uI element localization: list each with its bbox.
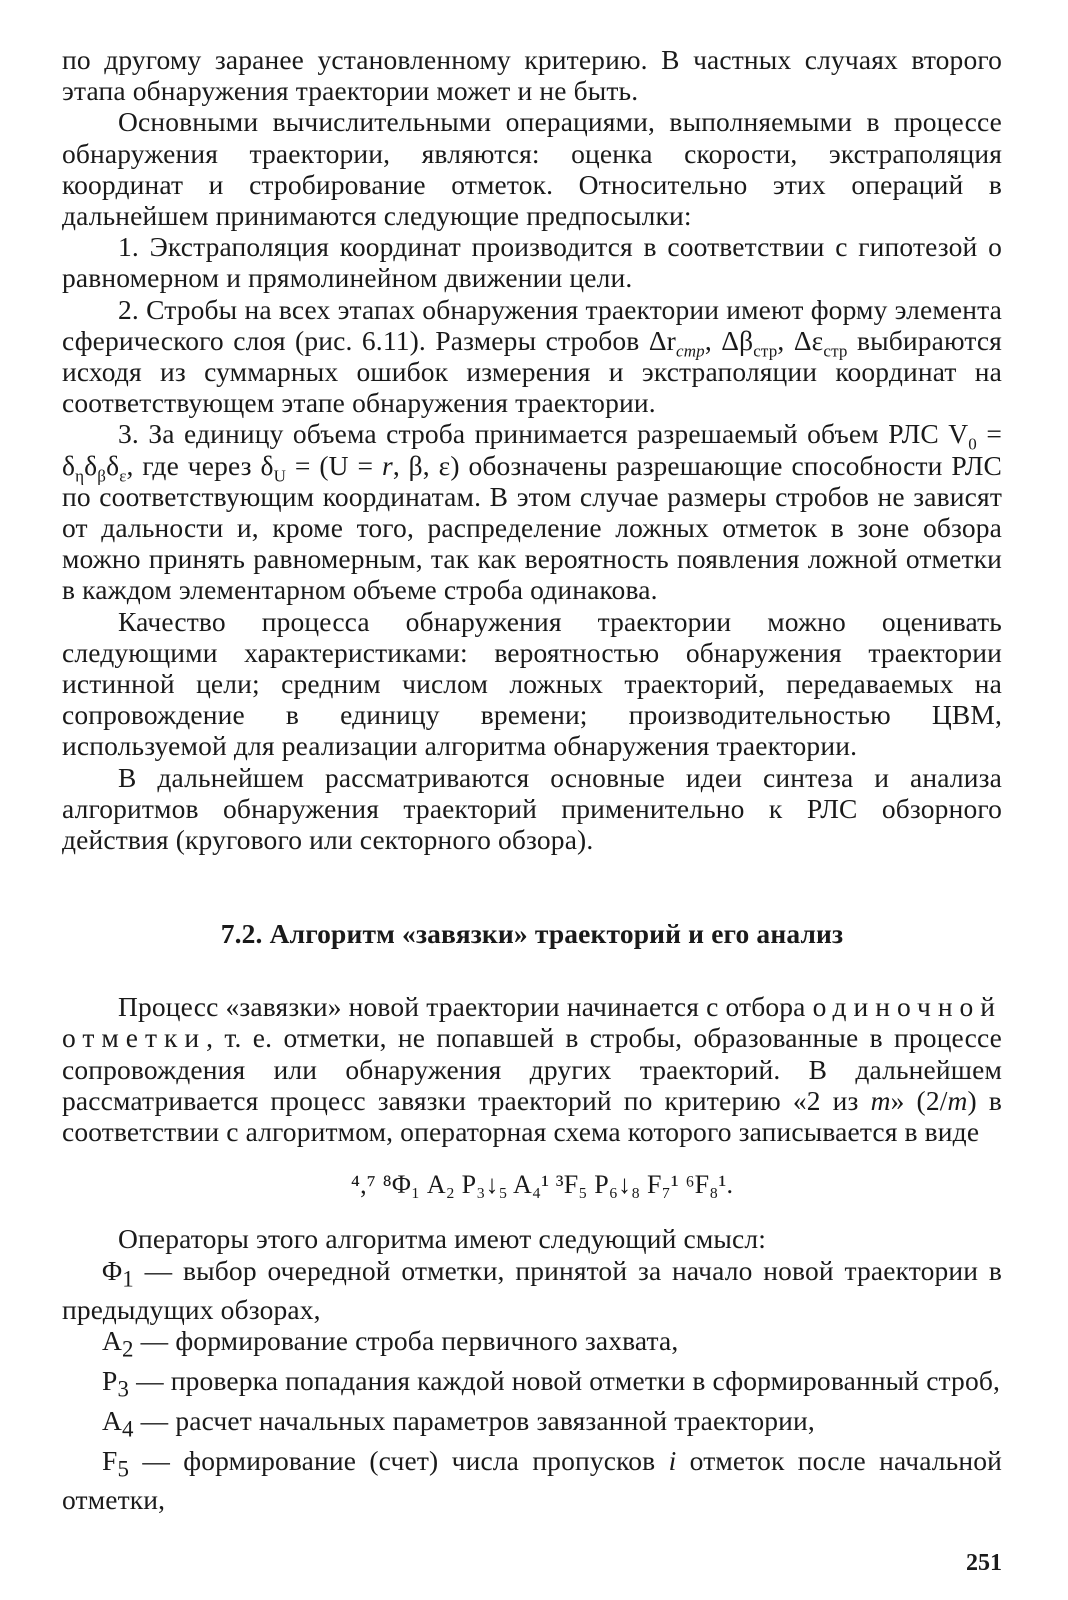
operators-intro: Операторы этого алгоритма имеют следующий смысл: [118,1223,767,1255]
paragraph-item-2 [62,294,1002,419]
v-sub: 0 [968,434,977,454]
op-symbol: P [102,1365,118,1397]
op-text: — выбор очередной отметки, принятой за начало новой траектории в предыдущих обзорах, [62,1254,1002,1326]
paragraph-section-intro [62,991,1002,1147]
op-sub: 4 [122,1416,134,1442]
m-var-1: m [870,1084,891,1116]
op-text: — проверка попадания каждой новой отметки в сформированный строб, [129,1365,1001,1397]
eq-delta: = δ [62,418,1002,481]
intro-sparse: одиночной отметки [62,991,1002,1054]
page-body [62,44,1002,1515]
eps-sub: ε [119,466,127,486]
intro-middle: , т. е. отметки, не попавшей в стробы, образованные в процессе сопровождения или обнаружения других траекторий. В дальнейшем рассматривается процесс завязки траекторий по критерию «2 из [62,1022,1002,1116]
operator-a4 [62,1405,1002,1445]
u-sub: U [273,466,287,486]
delta-eps: δ [106,449,120,481]
operator-p3 [62,1365,1002,1405]
paragraph-item-1: 1. Экстраполяция координат производится в соответствии с гипотезой о равномерном и прямолинейном движении цели. [62,231,1002,294]
item-2-start: 2. Стробы на всех этапах обнаружения траектории имеют форму элемента сферического слоя (рис. 6.11). Размеры стробов Δr [62,293,1002,356]
page-number: 251 [966,1550,1002,1576]
item-3-eq2: = (U = [286,449,382,481]
op-ital-i: i [668,1444,677,1476]
sub-str-eps: стр [823,341,848,361]
item-3-mid: , где через δ [126,449,274,481]
intro-mid2: » (2/ [890,1084,948,1116]
op-text: — формирование строба первичного захвата, [133,1325,679,1357]
item-2-rest: выбираются исходя из суммарных ошибок измерения и экстраполяции координат на соответствующем этапе обнаружения траектории. [62,324,1002,419]
op-text: — расчет начальных параметров завязанной траектории, [133,1404,815,1436]
paragraph-operations: Основными вычислительными операциями, выполняемыми в процессе обнаружения траектории, являются: оценка скорости, экстраполяция координат и стробирование отметок. Относительно этих операций в дальнейшем принимаются следующие предпосылки: [62,106,1002,232]
op-text: — формирование (счет) числа пропусков [129,1444,669,1476]
paragraph-item-3 [62,418,1002,605]
r-var: r [381,449,393,481]
paragraph-further: В дальнейшем рассматриваются основные идеи синтеза и анализа алгоритмов обнаружения траекторий применительно к РЛС обзорного действия (кругового или секторного обзора). [62,761,1002,856]
operator-formula: ⁴,⁷ ⁸Φ₁ A₂ P₃↓₅ A₄¹ ³F₅ P₆↓₈ F₇¹ ⁶F₈¹. [350,1170,734,1200]
sub-str-beta: стр [753,341,778,361]
section-heading: 7.2. Алгоритм «завязки» траекторий и его анализ [220,918,844,950]
item-3-rest: , β, ε) обозначены разрешающие способности РЛС по соответствующим координатам. В этом случае размеры стробов не зависят от дальности и, кроме того, распределение ложных отметок в зоне обзора можно принять равномерным, так как вероятность появления ложной отметки в каждом элементарном объеме строба одинакова. [62,449,1002,606]
op-sub: 3 [117,1376,130,1402]
paragraph-continuation: по другому заранее установленному критерию. В частных случаях второго этапа обнаружения траектории может и не быть. [62,44,1002,107]
comma-beta: , Δβ [704,324,754,356]
operator-a2 [62,1325,1002,1365]
op-sub: 5 [117,1456,130,1482]
intro-start: Процесс «завязки» новой траектории начинается с отбора [118,991,813,1023]
paragraph-quality: Качество процесса обнаружения траектории можно оценивать следующими характеристиками: вероятностью обнаружения траектории истинной цели; средним числом ложных траекторий, передаваемых на сопровождение в единицу времени; производительностью ЦВМ, используемой для реализации алгоритма обнаружения траектории. [62,605,1002,762]
op-symbol: A [102,1404,123,1436]
op-sub: 2 [122,1336,134,1362]
operator-f5 [62,1445,1002,1516]
operator-phi1 [62,1255,1002,1326]
eta-sub: η [75,466,85,486]
beta-sub: β [97,466,107,486]
op-symbol: Φ [102,1254,123,1286]
comma-eps: , Δε [777,324,824,356]
m-var-2: m [947,1084,968,1116]
op-text-2: отметок после начальной отметки, [62,1444,1002,1516]
op-symbol: A [102,1325,123,1357]
sub-str-r: стр [675,341,705,361]
intro-end: ) в соответствии с алгоритмом, операторная схема которого записывается в виде [62,1084,1003,1148]
item-3-start: 3. За единицу объема строба принимается разрешаемый объем РЛС V [118,418,969,450]
op-symbol: F [102,1444,118,1476]
op-sub: 1 [122,1266,134,1291]
delta-beta: δ [84,449,98,481]
